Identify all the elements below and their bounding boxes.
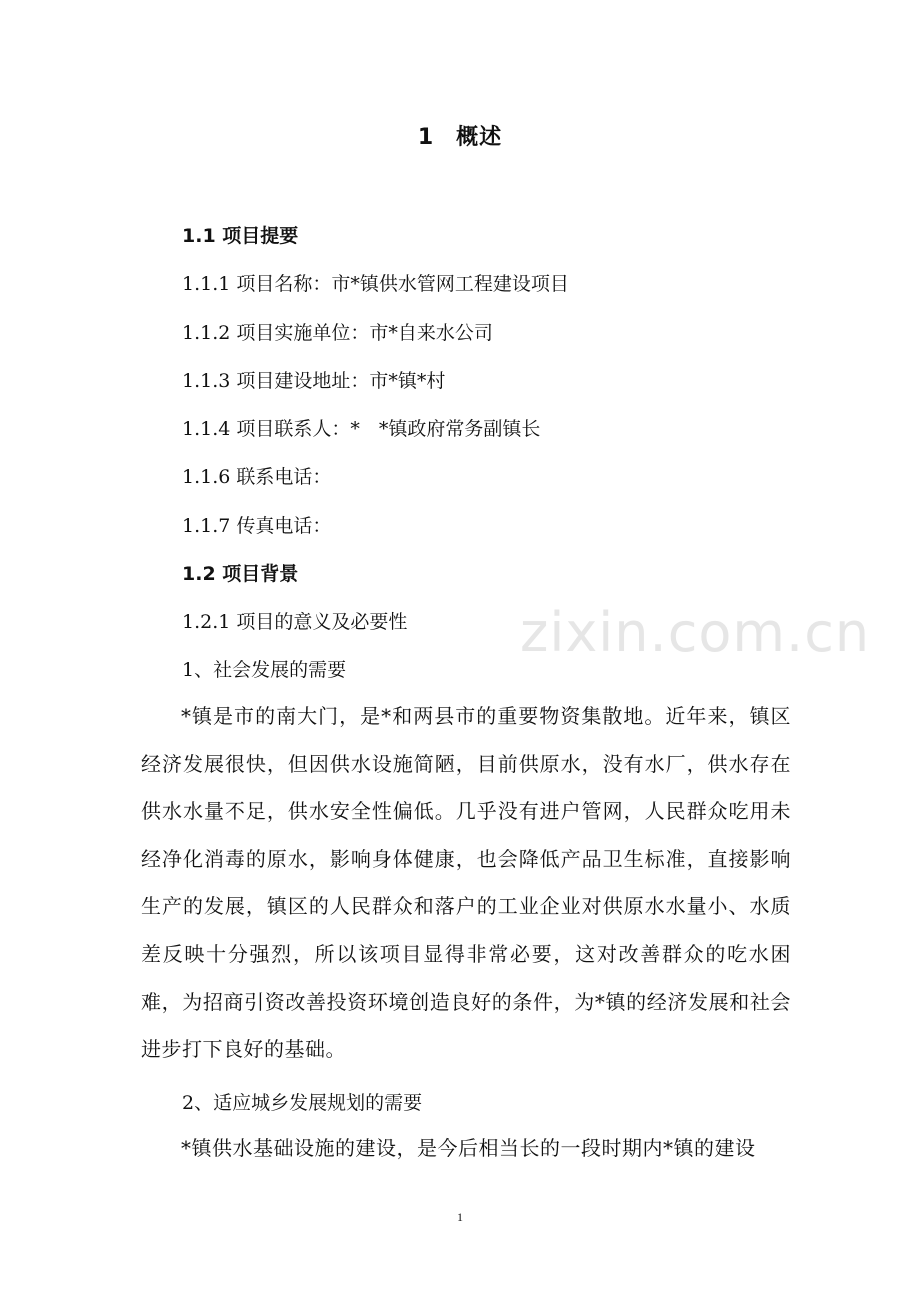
contact-phone-line: 1.1.6 联系电话： <box>182 466 332 488</box>
subsection-1-2-1: 1.2.1 项目的意义及必要性 <box>182 611 408 633</box>
project-address-line: 1.1.3 项目建设地址：市*镇*村 <box>182 370 446 392</box>
watermark: zixin.com.cn <box>520 601 871 664</box>
paragraph-urban-planning: *镇供水基础设施的建设，是今后相当长的一段时期内*镇的建设 <box>181 1136 756 1160</box>
project-unit-line: 1.1.2 项目实施单位：市*自来水公司 <box>182 322 493 344</box>
list-item-1: 1、社会发展的需要 <box>182 659 347 681</box>
chapter-title <box>0 120 920 151</box>
section-heading-1-2: 1.2 项目背景 <box>182 563 299 585</box>
list-item-2: 2、适应城乡发展规划的需要 <box>182 1092 423 1114</box>
chapter-title-text: 概述 <box>456 125 503 150</box>
project-name-line: 1.1.1 项目名称：市*镇供水管网工程建设项目 <box>182 273 569 295</box>
section-heading-1-1: 1.1 项目提要 <box>182 225 299 247</box>
project-contact-line: 1.1.4 项目联系人：* *镇政府常务副镇长 <box>182 418 541 440</box>
paragraph-social-development: *镇是市的南大门，是*和两县市的重要物资集散地。近年来，镇区经济发展很快，但因供水设施简陋，目前供原水，没有水厂，供水存在供水水量不足，供水安全性偏低。几乎没有进户管网，人民群众吃用未经净化消毒的原水，影响身体健康，也会降低产品卫生标准，直接影响生产的发展，镇区的人民群众和落户的工业企业对供原水水量小、水质差反映十分强烈，所以该项目显得非常必要，这对改善群众的吃水困难，为招商引资改善投资环境创造良好的条件，为*镇的经济发展和社会进步打下良好的基础。 <box>141 704 791 1062</box>
page-number: 1 <box>457 1210 463 1224</box>
chapter-number: 1 <box>417 125 435 150</box>
fax-phone-line: 1.1.7 传真电话： <box>182 515 332 537</box>
